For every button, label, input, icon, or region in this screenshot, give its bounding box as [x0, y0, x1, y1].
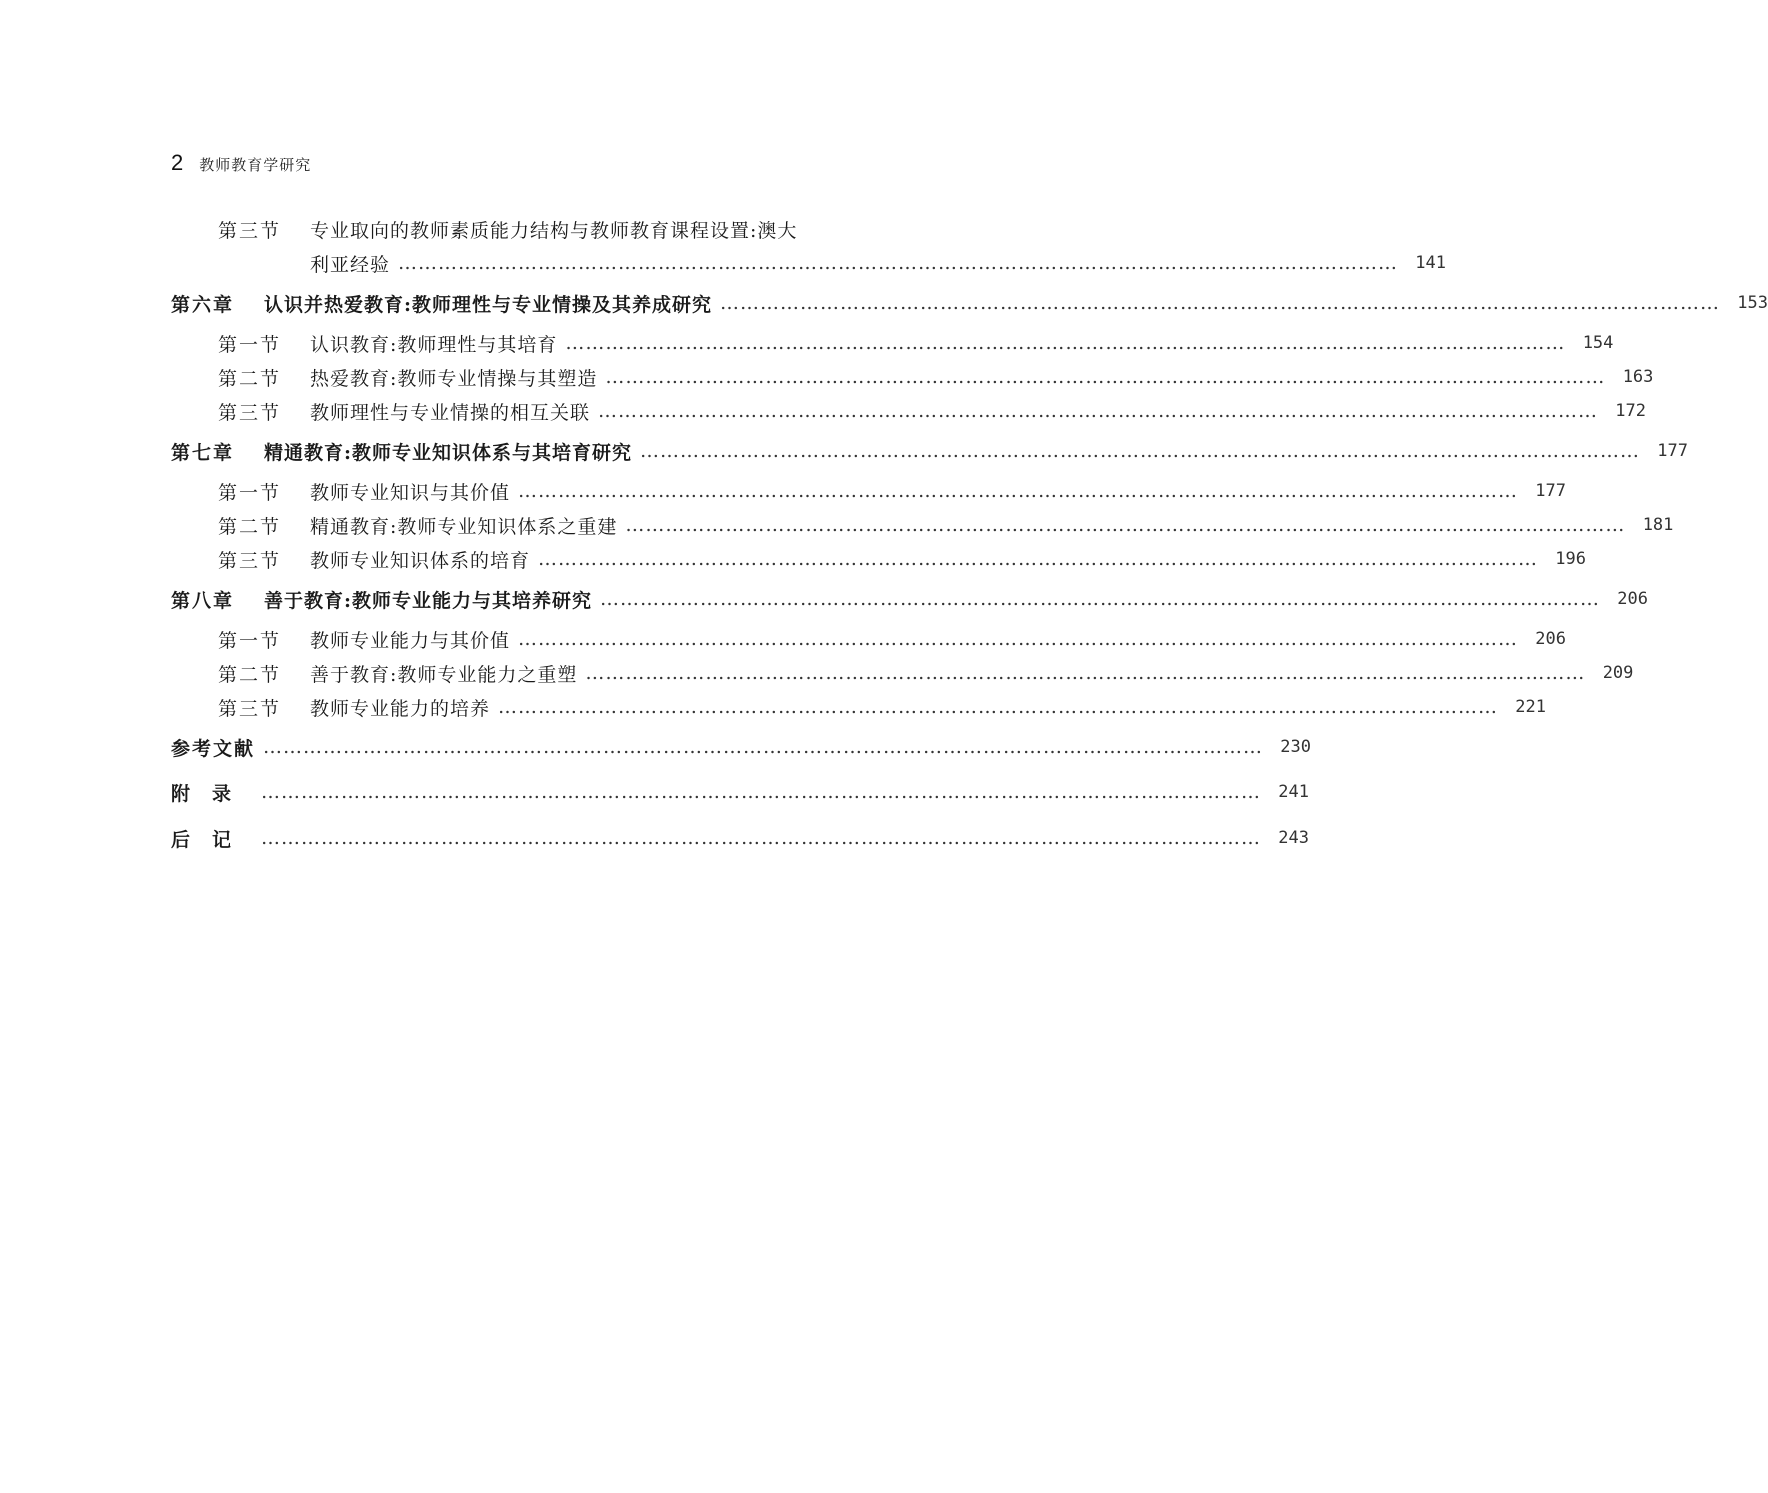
toc-entry-title: 教师专业知识体系的培育 — [310, 549, 531, 572]
toc-postscript-label: 后记 — [171, 828, 254, 851]
toc-entry-label: 第二节 — [218, 515, 282, 538]
toc-entry-7-1[interactable] — [171, 476, 1567, 506]
toc-chapter-title: 精通教育:教师专业知识体系与其培育研究 — [264, 441, 633, 464]
toc-page-number: 241 — [1278, 782, 1310, 802]
book-title: 教师教育学研究 — [199, 156, 312, 174]
toc-page-number: 230 — [1280, 737, 1312, 757]
toc-postscript[interactable] — [171, 823, 1310, 853]
toc-page-number: 141 — [1415, 253, 1447, 273]
toc-references[interactable] — [171, 732, 1312, 762]
toc-entry-label: 第一节 — [218, 481, 282, 504]
toc-page-number: 181 — [1642, 515, 1674, 535]
toc-entry-title: 教师专业能力的培养 — [310, 697, 491, 720]
toc-entry-7-2[interactable] — [171, 510, 1674, 540]
toc-entry-label: 第三节 — [218, 697, 282, 720]
toc-leader-dots: …………………………………………………………………………………………………………………………………… — [498, 696, 1499, 718]
toc-leader-dots: …………………………………………………………………………………………………………………………………… — [640, 440, 1641, 462]
running-header — [171, 150, 311, 176]
toc-chapter-6[interactable] — [171, 288, 1768, 318]
toc-entry-7-3[interactable] — [171, 544, 1587, 574]
toc-leader-dots: …………………………………………………………………………………………………………………………………… — [625, 514, 1626, 536]
page-number: 2 — [171, 150, 184, 175]
toc-entry-title: 热爱教育:教师专业情操与其塑造 — [310, 367, 598, 390]
toc-page-number: 153 — [1737, 293, 1768, 313]
toc-chapter-label: 第八章 — [171, 589, 235, 612]
toc-leader-dots: …………………………………………………………………………………………………………………………………… — [600, 588, 1601, 610]
toc-entry-title: 善于教育:教师专业能力之重塑 — [310, 663, 578, 686]
toc-leader-dots: …………………………………………………………………………………………………………………………………… — [565, 332, 1566, 354]
toc-appendix[interactable] — [171, 777, 1310, 807]
toc-page-number: 243 — [1278, 828, 1310, 848]
toc-entry-label: 第二节 — [218, 663, 282, 686]
toc-appendix-label: 附录 — [171, 782, 254, 805]
toc-entry-title: 专业取向的教师素质能力结构与教师教育课程设置:澳大 — [310, 219, 798, 242]
toc-entry-5-3-line1[interactable] — [171, 214, 908, 244]
toc-page-number: 163 — [1622, 367, 1654, 387]
toc-entry-8-1[interactable] — [171, 624, 1567, 654]
toc-chapter-label: 第七章 — [171, 441, 235, 464]
toc-leader-dots: …………………………………………………………………………………………………………………………………… — [605, 366, 1606, 388]
toc-leader-dots: …………………………………………………………………………………………………………………………………… — [538, 548, 1539, 570]
toc-entry-label: 第三节 — [218, 549, 282, 572]
toc-leader-dots: …………………………………………………………………………………………………………………………………… — [585, 662, 1586, 684]
toc-page-number: 206 — [1535, 629, 1567, 649]
toc-entry-label: 第三节 — [218, 219, 282, 242]
toc-entry-label: 第一节 — [218, 333, 282, 356]
toc-leader-dots: …………………………………………………………………………………………………………………………………… — [518, 628, 1519, 650]
toc-entry-title: 教师专业能力与其价值 — [310, 629, 511, 652]
toc-chapter-label: 第六章 — [171, 293, 235, 316]
toc-page-number: 177 — [1535, 481, 1567, 501]
toc-entry-6-2[interactable] — [171, 362, 1654, 392]
toc-entry-8-2[interactable] — [171, 658, 1634, 688]
toc-entry-label: 第一节 — [218, 629, 282, 652]
toc-entry-6-3[interactable] — [171, 396, 1647, 426]
toc-page-number: 206 — [1617, 589, 1649, 609]
toc-references-label: 参考文献 — [171, 737, 256, 760]
toc-leader-dots: …………………………………………………………………………………………………………………………………… — [398, 252, 1399, 274]
toc-page-number: 177 — [1657, 441, 1689, 461]
toc-chapter-8[interactable] — [171, 584, 1649, 614]
toc-chapter-title: 认识并热爱教育:教师理性与专业情操及其养成研究 — [264, 293, 713, 316]
toc-leader-dots: …………………………………………………………………………………………………………………………………… — [518, 480, 1519, 502]
toc-leader-dots: …………………………………………………………………………………………………………………………………… — [720, 292, 1721, 314]
toc-page-number: 196 — [1555, 549, 1587, 569]
toc-page-number: 221 — [1515, 697, 1547, 717]
toc-entry-label: 第二节 — [218, 367, 282, 390]
toc-entry-title: 认识教育:教师理性与其培育 — [310, 333, 558, 356]
toc-entry-5-3-line2[interactable] — [171, 248, 1447, 278]
toc-leader-dots: …………………………………………………………………………………………………………………………………… — [261, 781, 1262, 803]
toc-page-number: 209 — [1602, 663, 1634, 683]
toc-entry-title: 教师专业知识与其价值 — [310, 481, 511, 504]
toc-entry-title-continued: 利亚经验 — [310, 253, 391, 276]
toc-leader-dots: …………………………………………………………………………………………………………………………………… — [263, 736, 1264, 758]
toc-leader-dots: …………………………………………………………………………………………………………………………………… — [598, 400, 1599, 422]
toc-leader-dots: …………………………………………………………………………………………………………………………………… — [261, 827, 1262, 849]
toc-entry-6-1[interactable] — [171, 328, 1614, 358]
toc-chapter-title: 善于教育:教师专业能力与其培养研究 — [264, 589, 593, 612]
toc-entry-title: 精通教育:教师专业知识体系之重建 — [310, 515, 618, 538]
toc-page-number: 154 — [1582, 333, 1614, 353]
toc-page-number: 172 — [1615, 401, 1647, 421]
toc-entry-label: 第三节 — [218, 401, 282, 424]
toc-entry-title: 教师理性与专业情操的相互关联 — [310, 401, 591, 424]
toc-chapter-7[interactable] — [171, 436, 1689, 466]
toc-entry-8-3[interactable] — [171, 692, 1547, 722]
